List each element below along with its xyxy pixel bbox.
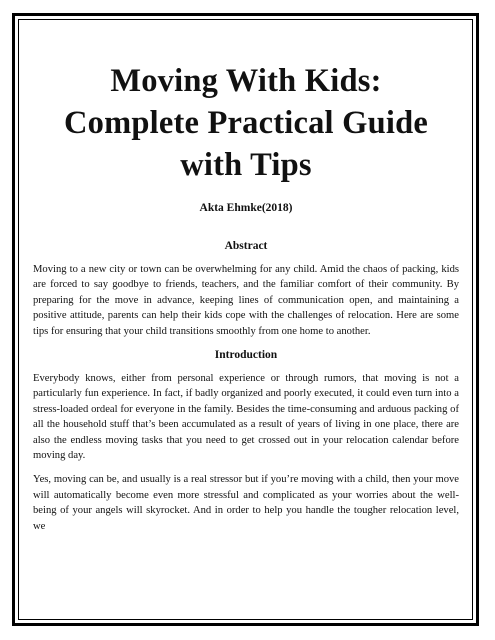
abstract-paragraph: Moving to a new city or town can be overwhelming for any child. Amid the chaos of packing, kids are forced to say goodbye to friends, teachers, and the familiar comfort of their community. By preparing for the move in advance, keeping lines of communication open, and maintaining a positive attitude, parents can help their kids cope with the challenges of relocation. Here are some tips for ensuring that your child transitions smoothly from one home to another. <box>33 264 459 337</box>
title-line-3: with Tips <box>180 147 312 183</box>
document-title <box>33 60 459 186</box>
document-body <box>33 60 459 534</box>
intro-paragraph-1: Everybody knows, either from personal experience or through rumors, that moving is not a particularly fun experience. In fact, if badly organized and poorly executed, it could even turn into a stress-loaded ordeal for everyone in the family. Besides the time-consuming and arduous packing of all the household stuff that’s been accumulated as a result of years of living in one place, there are also the endless moving tasks that you need to get crossed out in your relocation calendar before moving day. <box>33 373 459 462</box>
author-line: Akta Ehmke(2018) <box>199 202 293 214</box>
abstract-heading: Abstract <box>224 240 268 252</box>
introduction-heading: Introduction <box>214 349 278 362</box>
intro-paragraph-2: Yes, moving can be, and usually is a real stressor but if you’re moving with a child, then your move will automatically become even more stressful and complicated as your worries about the well-being of your angels will skyrocket. And in order to help you handle the tougher relocation level, we <box>33 474 459 532</box>
title-line-2: Complete Practical Guide <box>63 105 428 141</box>
title-line-1: Moving With Kids: <box>110 63 382 99</box>
